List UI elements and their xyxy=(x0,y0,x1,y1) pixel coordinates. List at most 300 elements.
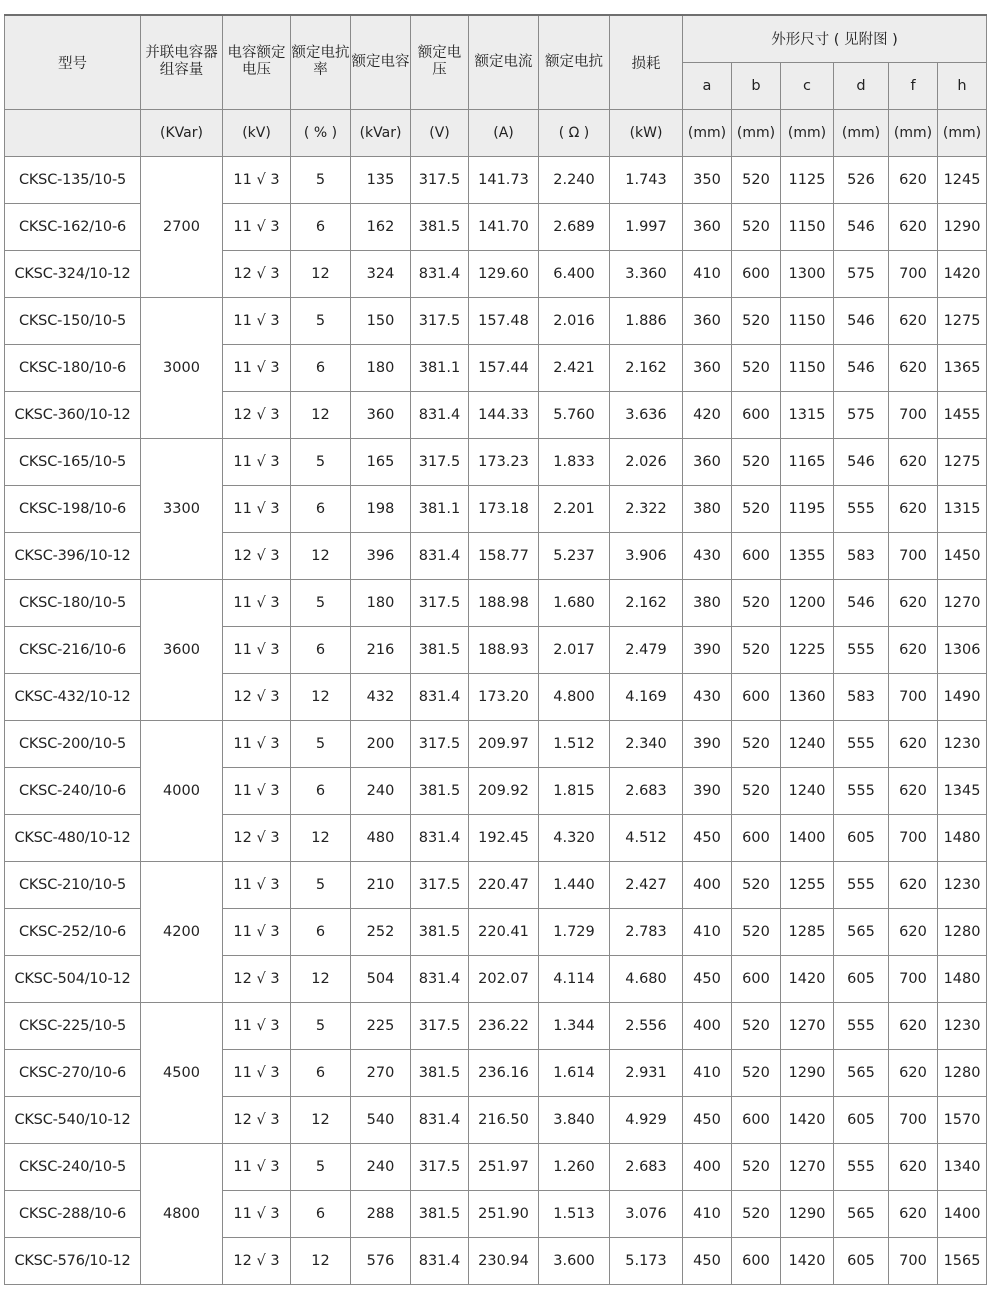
cell-dim-a: 390 xyxy=(683,767,732,814)
cell-rated-capacity: 180 xyxy=(351,344,411,391)
cell-dim-b: 520 xyxy=(732,485,781,532)
unit-cell: ( Ω ) xyxy=(539,109,610,156)
cell-model: CKSC-162/10-6 xyxy=(5,203,141,250)
cell-dim-h: 1450 xyxy=(938,532,987,579)
cell-loss: 2.162 xyxy=(610,579,683,626)
cell-cap-voltage: 12 √ 3 xyxy=(223,955,291,1002)
cell-capacity: 4500 xyxy=(141,1002,223,1143)
cell-dim-d: 605 xyxy=(834,1096,889,1143)
cell-loss: 2.340 xyxy=(610,720,683,767)
cell-dim-b: 520 xyxy=(732,156,781,203)
cell-rated-capacity: 210 xyxy=(351,861,411,908)
cell-rated-capacity: 480 xyxy=(351,814,411,861)
cell-dim-c: 1400 xyxy=(781,814,834,861)
cell-dim-b: 520 xyxy=(732,908,781,955)
cell-rated-capacity: 324 xyxy=(351,250,411,297)
table-row xyxy=(5,1143,987,1190)
cell-rated-current: 144.33 xyxy=(469,391,539,438)
cell-dim-h: 1570 xyxy=(938,1096,987,1143)
cell-dim-h: 1480 xyxy=(938,955,987,1002)
cell-dim-h: 1306 xyxy=(938,626,987,673)
cell-dim-a: 400 xyxy=(683,861,732,908)
cell-rated-voltage: 381.5 xyxy=(411,1049,469,1096)
header-dim-a: a xyxy=(683,62,732,109)
cell-model: CKSC-324/10-12 xyxy=(5,250,141,297)
cell-dim-d: 555 xyxy=(834,1143,889,1190)
header-loss: 损耗 xyxy=(610,15,683,109)
cell-loss: 4.169 xyxy=(610,673,683,720)
unit-cell: (mm) xyxy=(781,109,834,156)
cell-reactance-rate: 12 xyxy=(291,391,351,438)
cell-dim-a: 380 xyxy=(683,579,732,626)
cell-cap-voltage: 11 √ 3 xyxy=(223,203,291,250)
cell-loss: 2.783 xyxy=(610,908,683,955)
cell-dim-f: 620 xyxy=(889,1049,938,1096)
cell-rated-current: 251.90 xyxy=(469,1190,539,1237)
unit-cell: (mm) xyxy=(683,109,732,156)
cell-rated-capacity: 396 xyxy=(351,532,411,579)
cell-cap-voltage: 11 √ 3 xyxy=(223,1143,291,1190)
table-row xyxy=(5,438,987,485)
cell-rated-capacity: 240 xyxy=(351,767,411,814)
cell-rated-capacity: 432 xyxy=(351,673,411,720)
cell-dim-c: 1270 xyxy=(781,1143,834,1190)
unit-cell: (kV) xyxy=(223,109,291,156)
header-rated-capacity: 额定电容 xyxy=(351,15,411,109)
cell-dim-b: 600 xyxy=(732,532,781,579)
header-dim-d: d xyxy=(834,62,889,109)
cell-dim-a: 450 xyxy=(683,814,732,861)
cell-reactance-rate: 6 xyxy=(291,203,351,250)
cell-dim-b: 600 xyxy=(732,1096,781,1143)
cell-reactance-rate: 5 xyxy=(291,720,351,767)
cell-dim-a: 450 xyxy=(683,1096,732,1143)
cell-rated-current: 158.77 xyxy=(469,532,539,579)
cell-rated-voltage: 381.5 xyxy=(411,1190,469,1237)
cell-dim-h: 1345 xyxy=(938,767,987,814)
cell-rated-capacity: 162 xyxy=(351,203,411,250)
cell-loss: 3.360 xyxy=(610,250,683,297)
cell-rated-reactance: 1.344 xyxy=(539,1002,610,1049)
cell-rated-reactance: 6.400 xyxy=(539,250,610,297)
cell-rated-reactance: 1.512 xyxy=(539,720,610,767)
cell-dim-b: 520 xyxy=(732,1143,781,1190)
cell-rated-reactance: 1.680 xyxy=(539,579,610,626)
cell-cap-voltage: 11 √ 3 xyxy=(223,156,291,203)
cell-cap-voltage: 12 √ 3 xyxy=(223,1096,291,1143)
cell-dim-a: 350 xyxy=(683,156,732,203)
header-dim-c: c xyxy=(781,62,834,109)
cell-dim-c: 1225 xyxy=(781,626,834,673)
cell-rated-reactance: 2.421 xyxy=(539,344,610,391)
cell-reactance-rate: 5 xyxy=(291,1143,351,1190)
cell-dim-d: 555 xyxy=(834,767,889,814)
cell-dim-h: 1290 xyxy=(938,203,987,250)
cell-dim-b: 600 xyxy=(732,673,781,720)
header-model: 型号 xyxy=(5,15,141,109)
cell-rated-current: 216.50 xyxy=(469,1096,539,1143)
cell-rated-current: 220.47 xyxy=(469,861,539,908)
cell-rated-voltage: 831.4 xyxy=(411,673,469,720)
cell-dim-b: 520 xyxy=(732,1002,781,1049)
cell-model: CKSC-180/10-6 xyxy=(5,344,141,391)
cell-loss: 2.162 xyxy=(610,344,683,391)
cell-model: CKSC-165/10-5 xyxy=(5,438,141,485)
cell-dim-b: 520 xyxy=(732,297,781,344)
cell-model: CKSC-576/10-12 xyxy=(5,1237,141,1284)
cell-dim-h: 1490 xyxy=(938,673,987,720)
cell-rated-capacity: 150 xyxy=(351,297,411,344)
cell-rated-reactance: 2.689 xyxy=(539,203,610,250)
cell-dim-b: 520 xyxy=(732,344,781,391)
cell-dim-f: 700 xyxy=(889,391,938,438)
cell-dim-h: 1280 xyxy=(938,1049,987,1096)
cell-rated-reactance: 1.833 xyxy=(539,438,610,485)
cell-rated-reactance: 1.440 xyxy=(539,861,610,908)
cell-rated-voltage: 381.1 xyxy=(411,344,469,391)
cell-rated-voltage: 831.4 xyxy=(411,1237,469,1284)
cell-dim-c: 1290 xyxy=(781,1049,834,1096)
cell-dim-f: 700 xyxy=(889,250,938,297)
cell-dim-a: 390 xyxy=(683,626,732,673)
cell-dim-f: 620 xyxy=(889,203,938,250)
cell-dim-c: 1165 xyxy=(781,438,834,485)
cell-rated-capacity: 240 xyxy=(351,1143,411,1190)
cell-dim-c: 1240 xyxy=(781,767,834,814)
cell-rated-current: 236.16 xyxy=(469,1049,539,1096)
cell-dim-a: 420 xyxy=(683,391,732,438)
header-dim-b: b xyxy=(732,62,781,109)
cell-dim-f: 700 xyxy=(889,673,938,720)
cell-dim-a: 450 xyxy=(683,955,732,1002)
cell-rated-current: 173.23 xyxy=(469,438,539,485)
cell-loss: 4.512 xyxy=(610,814,683,861)
unit-cell: (KVar) xyxy=(141,109,223,156)
cell-dim-d: 583 xyxy=(834,532,889,579)
cell-dim-c: 1200 xyxy=(781,579,834,626)
cell-dim-a: 390 xyxy=(683,720,732,767)
cell-loss: 2.683 xyxy=(610,767,683,814)
cell-rated-reactance: 1.614 xyxy=(539,1049,610,1096)
cell-dim-a: 360 xyxy=(683,203,732,250)
cell-rated-voltage: 317.5 xyxy=(411,861,469,908)
cell-dim-a: 410 xyxy=(683,1190,732,1237)
cell-dim-b: 600 xyxy=(732,814,781,861)
cell-model: CKSC-252/10-6 xyxy=(5,908,141,955)
cell-rated-current: 209.97 xyxy=(469,720,539,767)
cell-dim-h: 1365 xyxy=(938,344,987,391)
table-row xyxy=(5,720,987,767)
cell-dim-f: 620 xyxy=(889,297,938,344)
cell-dim-c: 1355 xyxy=(781,532,834,579)
cell-model: CKSC-180/10-5 xyxy=(5,579,141,626)
cell-model: CKSC-200/10-5 xyxy=(5,720,141,767)
header-row-1 xyxy=(5,15,987,62)
cell-dim-c: 1150 xyxy=(781,203,834,250)
cell-reactance-rate: 5 xyxy=(291,156,351,203)
cell-reactance-rate: 12 xyxy=(291,814,351,861)
unit-cell: (mm) xyxy=(834,109,889,156)
cell-rated-capacity: 576 xyxy=(351,1237,411,1284)
cell-dim-h: 1400 xyxy=(938,1190,987,1237)
cell-model: CKSC-270/10-6 xyxy=(5,1049,141,1096)
cell-model: CKSC-540/10-12 xyxy=(5,1096,141,1143)
cell-rated-reactance: 2.201 xyxy=(539,485,610,532)
cell-reactance-rate: 12 xyxy=(291,250,351,297)
cell-loss: 2.479 xyxy=(610,626,683,673)
cell-reactance-rate: 12 xyxy=(291,1096,351,1143)
cell-capacity: 3300 xyxy=(141,438,223,579)
cell-dim-b: 600 xyxy=(732,250,781,297)
cell-model: CKSC-432/10-12 xyxy=(5,673,141,720)
cell-rated-voltage: 381.5 xyxy=(411,626,469,673)
cell-dim-c: 1255 xyxy=(781,861,834,908)
cell-dim-b: 600 xyxy=(732,391,781,438)
cell-model: CKSC-396/10-12 xyxy=(5,532,141,579)
cell-cap-voltage: 11 √ 3 xyxy=(223,485,291,532)
cell-dim-c: 1240 xyxy=(781,720,834,767)
cell-rated-reactance: 1.729 xyxy=(539,908,610,955)
cell-reactance-rate: 5 xyxy=(291,579,351,626)
cell-dim-c: 1360 xyxy=(781,673,834,720)
cell-cap-voltage: 12 √ 3 xyxy=(223,673,291,720)
cell-dim-a: 410 xyxy=(683,908,732,955)
cell-rated-current: 209.92 xyxy=(469,767,539,814)
cell-dim-b: 520 xyxy=(732,767,781,814)
cell-dim-h: 1280 xyxy=(938,908,987,955)
cell-rated-reactance: 1.815 xyxy=(539,767,610,814)
cell-cap-voltage: 11 √ 3 xyxy=(223,1190,291,1237)
cell-dim-d: 555 xyxy=(834,1002,889,1049)
cell-dim-d: 583 xyxy=(834,673,889,720)
cell-capacity: 4000 xyxy=(141,720,223,861)
cell-reactance-rate: 12 xyxy=(291,955,351,1002)
cell-dim-h: 1275 xyxy=(938,297,987,344)
header-capacity: 并联电容器组容量 xyxy=(141,15,223,109)
cell-rated-voltage: 317.5 xyxy=(411,579,469,626)
cell-dim-c: 1290 xyxy=(781,1190,834,1237)
cell-cap-voltage: 12 √ 3 xyxy=(223,391,291,438)
cell-model: CKSC-135/10-5 xyxy=(5,156,141,203)
unit-cell: (kVar) xyxy=(351,109,411,156)
cell-rated-voltage: 831.4 xyxy=(411,814,469,861)
unit-cell-empty xyxy=(5,109,141,156)
cell-dim-a: 450 xyxy=(683,1237,732,1284)
cell-loss: 1.886 xyxy=(610,297,683,344)
cell-dim-h: 1275 xyxy=(938,438,987,485)
cell-reactance-rate: 6 xyxy=(291,344,351,391)
cell-rated-current: 129.60 xyxy=(469,250,539,297)
cell-rated-current: 188.93 xyxy=(469,626,539,673)
cell-rated-reactance: 4.114 xyxy=(539,955,610,1002)
cell-cap-voltage: 12 √ 3 xyxy=(223,532,291,579)
cell-dim-f: 620 xyxy=(889,579,938,626)
cell-capacity: 2700 xyxy=(141,156,223,297)
cell-dim-f: 620 xyxy=(889,1143,938,1190)
cell-rated-current: 173.20 xyxy=(469,673,539,720)
cell-dim-a: 410 xyxy=(683,1049,732,1096)
header-rated-voltage: 额定电压 xyxy=(411,15,469,109)
cell-model: CKSC-198/10-6 xyxy=(5,485,141,532)
cell-cap-voltage: 12 √ 3 xyxy=(223,250,291,297)
cell-dim-h: 1245 xyxy=(938,156,987,203)
cell-rated-reactance: 3.600 xyxy=(539,1237,610,1284)
cell-dim-d: 546 xyxy=(834,579,889,626)
cell-capacity: 3600 xyxy=(141,579,223,720)
cell-rated-reactance: 5.237 xyxy=(539,532,610,579)
cell-reactance-rate: 5 xyxy=(291,1002,351,1049)
cell-reactance-rate: 5 xyxy=(291,438,351,485)
cell-cap-voltage: 11 √ 3 xyxy=(223,344,291,391)
cell-rated-voltage: 317.5 xyxy=(411,297,469,344)
cell-rated-voltage: 381.5 xyxy=(411,767,469,814)
cell-cap-voltage: 11 √ 3 xyxy=(223,438,291,485)
cell-dim-b: 600 xyxy=(732,955,781,1002)
cell-dim-f: 700 xyxy=(889,1096,938,1143)
cell-dim-f: 620 xyxy=(889,1002,938,1049)
cell-cap-voltage: 11 √ 3 xyxy=(223,1049,291,1096)
cell-dim-d: 546 xyxy=(834,438,889,485)
cell-dim-c: 1420 xyxy=(781,955,834,1002)
cell-cap-voltage: 11 √ 3 xyxy=(223,297,291,344)
cell-dim-d: 575 xyxy=(834,250,889,297)
cell-rated-capacity: 165 xyxy=(351,438,411,485)
cell-dim-a: 360 xyxy=(683,297,732,344)
cell-dim-a: 400 xyxy=(683,1002,732,1049)
cell-loss: 2.322 xyxy=(610,485,683,532)
cell-rated-voltage: 317.5 xyxy=(411,1002,469,1049)
cell-dim-d: 546 xyxy=(834,297,889,344)
cell-dim-d: 546 xyxy=(834,203,889,250)
header-rated-current: 额定电流 xyxy=(469,15,539,109)
cell-dim-f: 700 xyxy=(889,1237,938,1284)
cell-loss: 4.929 xyxy=(610,1096,683,1143)
cell-rated-voltage: 317.5 xyxy=(411,438,469,485)
cell-rated-capacity: 225 xyxy=(351,1002,411,1049)
cell-dim-b: 520 xyxy=(732,861,781,908)
cell-dim-d: 555 xyxy=(834,626,889,673)
cell-dim-f: 620 xyxy=(889,1190,938,1237)
cell-rated-current: 173.18 xyxy=(469,485,539,532)
cell-model: CKSC-480/10-12 xyxy=(5,814,141,861)
cell-reactance-rate: 6 xyxy=(291,485,351,532)
cell-cap-voltage: 11 √ 3 xyxy=(223,579,291,626)
cell-loss: 2.427 xyxy=(610,861,683,908)
cell-dim-b: 520 xyxy=(732,438,781,485)
cell-dim-c: 1125 xyxy=(781,156,834,203)
cell-reactance-rate: 12 xyxy=(291,1237,351,1284)
cell-dim-d: 565 xyxy=(834,1190,889,1237)
cell-rated-voltage: 831.4 xyxy=(411,955,469,1002)
cell-rated-capacity: 198 xyxy=(351,485,411,532)
unit-cell: (V) xyxy=(411,109,469,156)
cell-dim-h: 1270 xyxy=(938,579,987,626)
cell-rated-capacity: 200 xyxy=(351,720,411,767)
cell-reactance-rate: 6 xyxy=(291,1190,351,1237)
cell-rated-reactance: 2.016 xyxy=(539,297,610,344)
cell-rated-voltage: 381.1 xyxy=(411,485,469,532)
header-cap-voltage: 电容额定电压 xyxy=(223,15,291,109)
cell-loss: 4.680 xyxy=(610,955,683,1002)
cell-model: CKSC-210/10-5 xyxy=(5,861,141,908)
cell-rated-reactance: 4.800 xyxy=(539,673,610,720)
table-body xyxy=(5,156,987,1284)
cell-dim-a: 360 xyxy=(683,344,732,391)
cell-cap-voltage: 11 √ 3 xyxy=(223,908,291,955)
cell-rated-voltage: 381.5 xyxy=(411,203,469,250)
cell-rated-current: 157.44 xyxy=(469,344,539,391)
cell-dim-h: 1340 xyxy=(938,1143,987,1190)
unit-cell: (A) xyxy=(469,109,539,156)
cell-rated-reactance: 4.320 xyxy=(539,814,610,861)
cell-dim-f: 700 xyxy=(889,532,938,579)
cell-dim-d: 565 xyxy=(834,908,889,955)
cell-loss: 3.636 xyxy=(610,391,683,438)
cell-rated-current: 141.73 xyxy=(469,156,539,203)
cell-dim-f: 620 xyxy=(889,908,938,955)
cell-rated-reactance: 2.017 xyxy=(539,626,610,673)
cell-dim-h: 1315 xyxy=(938,485,987,532)
cell-dim-a: 430 xyxy=(683,673,732,720)
cell-rated-voltage: 381.5 xyxy=(411,908,469,955)
table-header xyxy=(5,15,987,156)
header-rated-reactance: 额定电抗 xyxy=(539,15,610,109)
cell-dim-c: 1420 xyxy=(781,1096,834,1143)
cell-loss: 1.997 xyxy=(610,203,683,250)
spec-table xyxy=(4,14,987,1285)
cell-dim-b: 520 xyxy=(732,1190,781,1237)
cell-dim-b: 520 xyxy=(732,720,781,767)
cell-dim-d: 555 xyxy=(834,720,889,767)
cell-model: CKSC-240/10-5 xyxy=(5,1143,141,1190)
cell-dim-b: 600 xyxy=(732,1237,781,1284)
cell-loss: 2.026 xyxy=(610,438,683,485)
cell-dim-f: 620 xyxy=(889,344,938,391)
cell-rated-current: 188.98 xyxy=(469,579,539,626)
cell-dim-a: 380 xyxy=(683,485,732,532)
cell-dim-b: 520 xyxy=(732,1049,781,1096)
cell-dim-h: 1480 xyxy=(938,814,987,861)
cell-reactance-rate: 6 xyxy=(291,626,351,673)
cell-rated-capacity: 270 xyxy=(351,1049,411,1096)
cell-dim-b: 520 xyxy=(732,203,781,250)
header-dim-h: h xyxy=(938,62,987,109)
cell-dim-f: 620 xyxy=(889,156,938,203)
cell-rated-voltage: 317.5 xyxy=(411,156,469,203)
header-reactance-rate: 额定电抗率 xyxy=(291,15,351,109)
cell-cap-voltage: 12 √ 3 xyxy=(223,1237,291,1284)
cell-rated-voltage: 831.4 xyxy=(411,1096,469,1143)
cell-loss: 3.076 xyxy=(610,1190,683,1237)
table-row xyxy=(5,1002,987,1049)
cell-rated-voltage: 831.4 xyxy=(411,532,469,579)
cell-reactance-rate: 12 xyxy=(291,532,351,579)
cell-reactance-rate: 12 xyxy=(291,673,351,720)
cell-rated-reactance: 1.260 xyxy=(539,1143,610,1190)
cell-cap-voltage: 11 √ 3 xyxy=(223,720,291,767)
cell-dim-c: 1300 xyxy=(781,250,834,297)
cell-rated-current: 192.45 xyxy=(469,814,539,861)
cell-loss: 2.931 xyxy=(610,1049,683,1096)
cell-rated-voltage: 831.4 xyxy=(411,250,469,297)
cell-dim-b: 520 xyxy=(732,579,781,626)
unit-cell: ( % ) xyxy=(291,109,351,156)
cell-dim-d: 605 xyxy=(834,955,889,1002)
cell-rated-reactance: 3.840 xyxy=(539,1096,610,1143)
cell-dim-c: 1150 xyxy=(781,344,834,391)
cell-loss: 2.556 xyxy=(610,1002,683,1049)
cell-capacity: 4200 xyxy=(141,861,223,1002)
